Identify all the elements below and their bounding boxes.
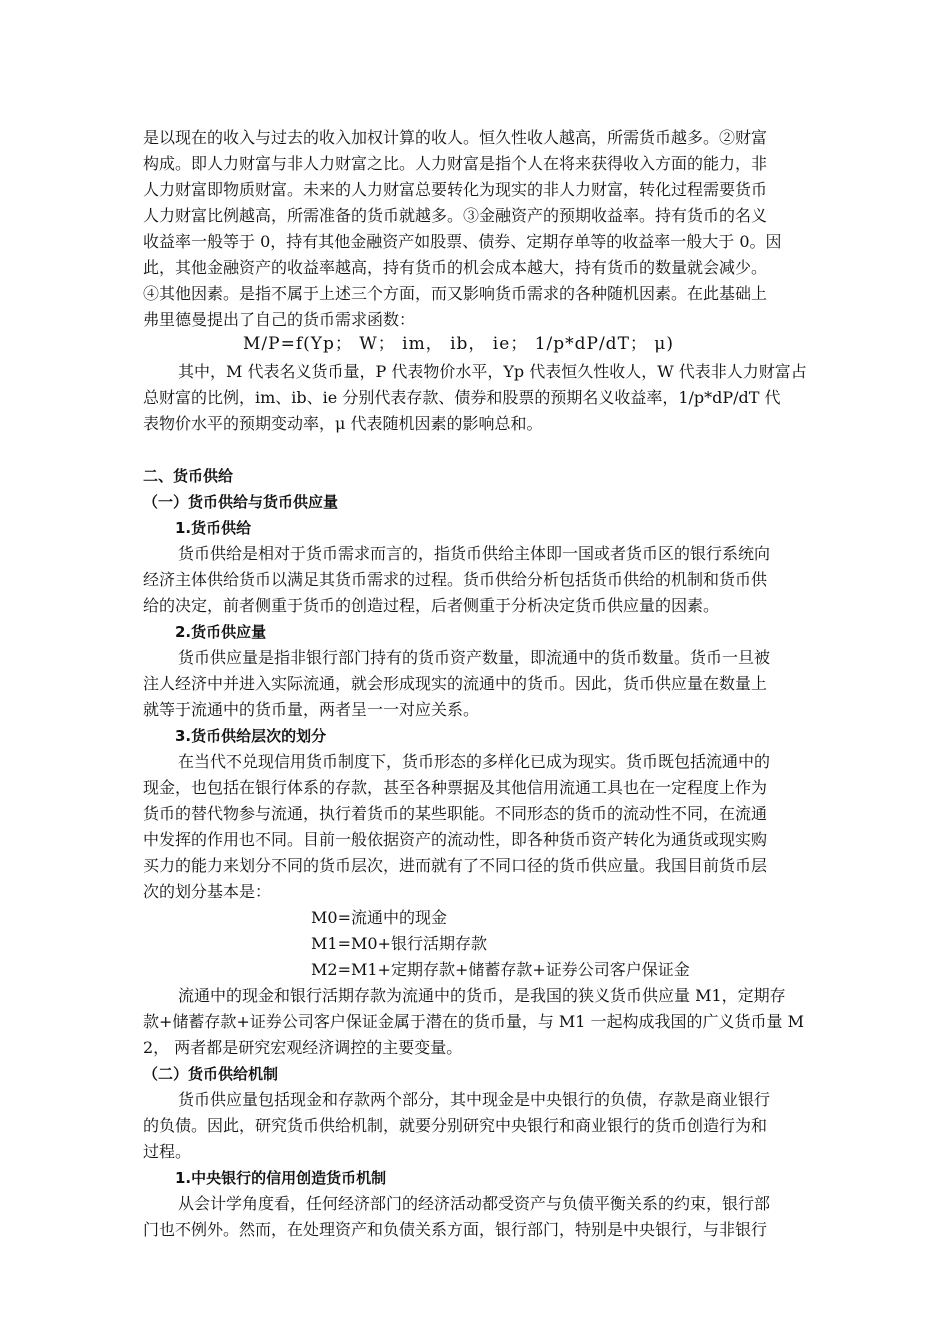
body-text-line: 收益率一般等于 0，持有其他金融资产如股票、债券、定期存单等的收益率一般大于 0。因 (143, 232, 782, 251)
body-text-line: 现金，也包括在银行体系的存款，甚至各种票据及其他信用流通工具也在一定程度上作为 (143, 778, 768, 797)
topic-heading: 2.货币供应量 (175, 623, 267, 641)
topic-heading: 1.货币供给 (175, 519, 252, 537)
m1-definition: M1=M0+银行活期存款 (311, 934, 487, 953)
body-text-line: 是以现在的收入与过去的收入加权计算的收人。恒久性收人越高，所需货币越多。②财富 (143, 128, 768, 147)
body-text-line: 构成。即人力财富与非人力财富之比。人力财富是指个人在将来获得收入方面的能力，非 (143, 154, 768, 173)
body-text-line: 2， 两者都是研究宏观经济调控的主要变量。 (143, 1038, 463, 1057)
body-text-line: 的负债。因此，研究货币供给机制，就要分别研究中央银行和商业银行的货币创造行为和 (143, 1116, 768, 1135)
body-text-line: 款+储蓄存款+证券公司客户保证金属于潜在的货币量，与 M1 一起构成我国的广义货币量 M (143, 1012, 805, 1031)
body-text-line: 货币供给是相对于货币需求而言的，指货币供给主体即一国或者货币区的银行系统向 (178, 544, 771, 563)
topic-heading: 1.中央银行的信用创造货币机制 (175, 1169, 387, 1187)
body-text-line: 经济主体供给货币以满足其货币需求的过程。货币供给分析包括货币供给的机制和货币供 (143, 570, 768, 589)
body-text-line: 表物价水平的预期变动率，μ 代表随机因素的影响总和。 (143, 414, 543, 433)
body-text-line: 次的划分基本是： (143, 882, 272, 901)
topic-heading: 3.货币供给层次的划分 (175, 727, 327, 745)
body-text-line: ④其他因素。是指不属于上述三个方面，而又影响货币需求的各种随机因素。在此基础上 (143, 284, 768, 303)
body-text-line: 过程。 (143, 1142, 192, 1161)
section-heading: 二、货币供给 (143, 467, 234, 485)
body-text-line: 给的决定，前者侧重于货币的创造过程，后者侧重于分析决定货币供应量的因素。 (143, 596, 720, 615)
body-text-line: 弗里德曼提出了自己的货币需求函数： (143, 310, 416, 329)
body-text-line: 流通中的现金和银行活期存款为流通中的货币，是我国的狭义货币供应量 M1，定期存 (178, 986, 786, 1005)
m2-definition: M2=M1+定期存款+储蓄存款+证券公司客户保证金 (311, 960, 690, 979)
money-demand-formula: M/P=f(Yp； W； im， ib， ie； 1/p*dP/dT； μ) (243, 334, 674, 354)
body-text-line: 中发挥的作用也不同。目前一般依据资产的流动性，即各种货币资产转化为通货或现实购 (143, 830, 768, 849)
body-text-line: 人力财富比例越高，所需准备的货币就越多。③金融资产的预期收益率。持有货币的名义 (143, 206, 768, 225)
body-text-line: 总财富的比例，im、ib、ie 分别代表存款、债券和股票的预期名义收益率，1/p*dP/dT 代 (143, 388, 781, 407)
body-text-line: 买力的能力来划分不同的货币层次，进而就有了不同口径的货币供应量。我国目前货币层 (143, 856, 768, 875)
body-text-line: 其中，M 代表名义货币量，P 代表物价水平，Yp 代表恒久性收人，W 代表非人力财富占 (178, 362, 807, 381)
subsection-heading: （一）货币供给与货币供应量 (143, 493, 339, 511)
body-text-line: 货币供应量是指非银行部门持有的货币资产数量，即流通中的货币数量。货币一旦被 (178, 648, 771, 667)
body-text-line: 在当代不兑现信用货币制度下，货币形态的多样化已成为现实。货币既包括流通中的 (178, 752, 771, 771)
subsection-heading: （二）货币供给机制 (143, 1065, 279, 1083)
body-text-line: 货币的替代物参与流通，执行着货币的某些职能。不同形态的货币的流动性不同，在流通 (143, 804, 768, 823)
body-text-line: 门也不例外。然而，在处理资产和负债关系方面，银行部门，特别是中央银行，与非银行 (143, 1220, 768, 1239)
body-text-line: 就等于流通中的货币量，两者呈一一对应关系。 (143, 700, 480, 719)
body-text-line: 从会计学角度看，任何经济部门的经济活动都受资产与负债平衡关系的约束，银行部 (178, 1194, 771, 1213)
body-text-line: 货币供应量包括现金和存款两个部分，其中现金是中央银行的负债，存款是商业银行 (178, 1090, 771, 1109)
body-text-line: 此，其他金融资产的收益率越高，持有货币的机会成本越大，持有货币的数量就会减少。 (143, 258, 768, 277)
body-text-line: 人力财富即物质财富。未来的人力财富总要转化为现实的非人力财富，转化过程需要货币 (143, 180, 768, 199)
m0-definition: M0=流通中的现金 (311, 908, 447, 927)
body-text-line: 注人经济中并进入实际流通，就会形成现实的流通中的货币。因此，货币供应量在数量上 (143, 674, 768, 693)
